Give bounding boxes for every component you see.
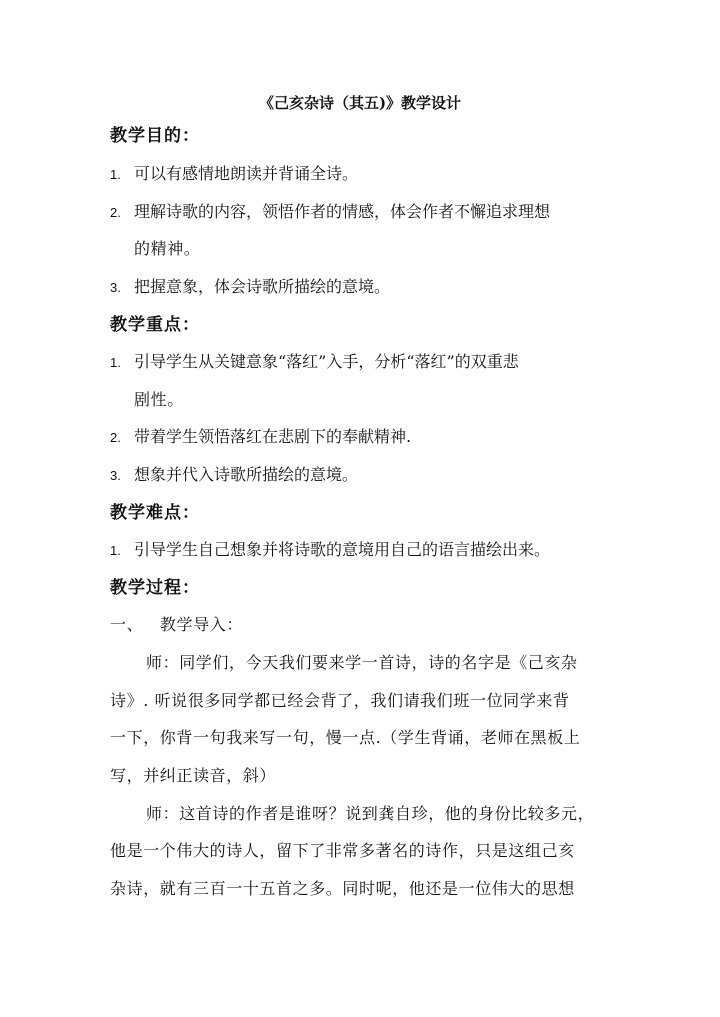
list-number: 2. <box>110 205 121 220</box>
list-text: 把握意象，体会诗歌所描绘的意境。 <box>134 277 391 296</box>
key-point-item-3 <box>110 463 610 488</box>
list-text: 可以有感情地朗读并背诵全诗。 <box>134 164 359 183</box>
section-heading-process: 教学过程： <box>110 578 200 598</box>
list-text: 引导学生从关键意象“落红”入手，分析“落红”的双重悲 <box>134 352 519 371</box>
key-point-item-2 <box>110 425 610 450</box>
key-point-item-1 <box>110 350 610 375</box>
list-number: 3. <box>110 280 121 295</box>
list-number: 2. <box>110 430 121 445</box>
paragraph-2-line-1: 师：这首诗的作者是谁呀？说到龚自珍，他的身份比较多元， <box>146 804 595 823</box>
objective-item-3 <box>110 275 610 300</box>
list-text: 想象并代入诗歌所描绘的意境。 <box>134 465 359 484</box>
difficulty-item-1 <box>110 538 610 563</box>
list-text: 引导学生自己想象并将诗歌的意境用自己的语言描绘出来。 <box>134 540 551 559</box>
section-heading-difficulties: 教学难点： <box>110 503 200 523</box>
objective-item-2-continuation: 的精神。 <box>134 239 201 258</box>
objective-item-1 <box>110 162 610 187</box>
process-step-1 <box>110 613 243 637</box>
document-title: 《己亥杂诗（其五)》教学设计 <box>258 94 462 112</box>
section-heading-key-points: 教学重点： <box>110 315 200 335</box>
paragraph-1-line-3: 一下，你背一句我来写一句，慢一点.（学生背诵，老师在黑板上 <box>110 728 581 747</box>
paragraph-2-line-2: 他是一个伟大的诗人，留下了非常多著名的诗作，只是这组己亥 <box>110 841 575 860</box>
list-text: 理解诗歌的内容，领悟作者的情感，体会作者不懈追求理想 <box>134 202 551 221</box>
list-number: 1. <box>110 543 121 558</box>
section-heading-objectives: 教学目的： <box>110 126 200 146</box>
paragraph-2-line-3: 杂诗，就有三百一十五首之多。同时呢，他还是一位伟大的思想 <box>110 879 575 898</box>
key-point-item-1-continuation: 剧性。 <box>134 390 184 409</box>
step-label: 一、 <box>110 615 144 634</box>
paragraph-1-line-2: 诗》. 听说很多同学都已经会背了，我们请我们班一位同学来背 <box>110 691 570 710</box>
paragraph-1-line-1: 师：同学们，今天我们要来学一首诗，诗的名字是《己亥杂 <box>146 653 578 672</box>
list-number: 1. <box>110 355 121 370</box>
objective-item-2 <box>110 200 610 225</box>
step-title: 教学导入： <box>160 615 244 634</box>
list-number: 1. <box>110 167 121 182</box>
list-text: 带着学生领悟落红在悲剧下的奉献精神. <box>134 427 412 446</box>
list-number: 3. <box>110 468 121 483</box>
paragraph-1-line-4: 写，并纠正读音，斜） <box>110 766 277 785</box>
